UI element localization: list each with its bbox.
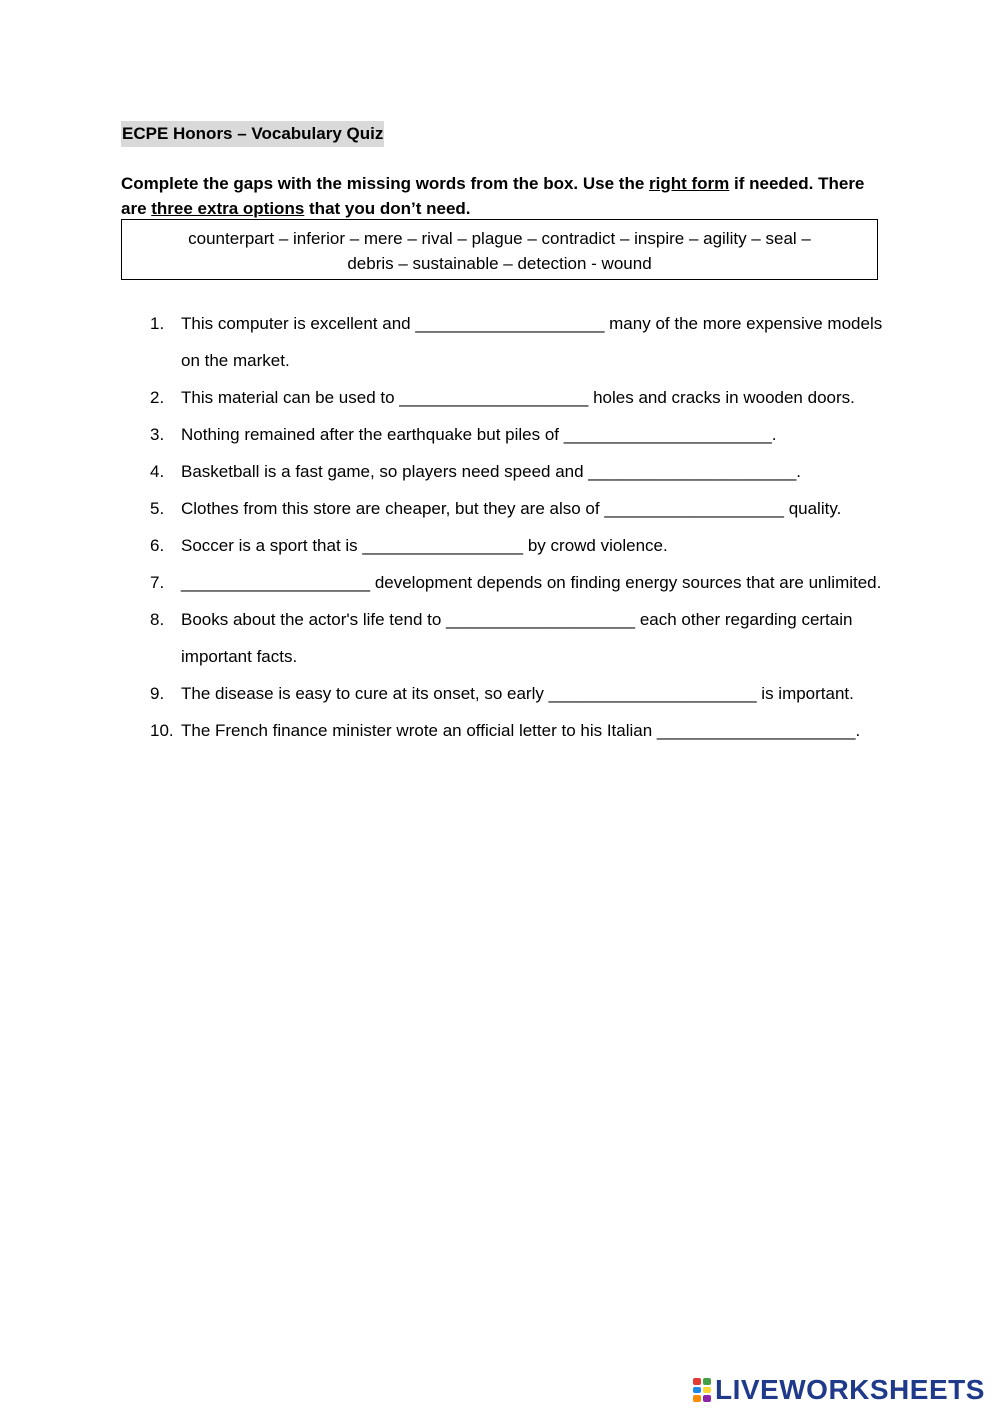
question-item <box>150 527 890 564</box>
instructions <box>121 171 881 221</box>
logo-square-yellow <box>703 1387 711 1393</box>
question-text[interactable]: This material can be used to ____________________ holes and cracks in wooden doors. <box>181 388 855 407</box>
liveworksheets-logo <box>692 1374 985 1406</box>
logo-square-purple <box>703 1395 711 1402</box>
question-text[interactable]: The French finance minister wrote an official letter to his Italian _____________________. <box>181 721 861 740</box>
question-item <box>150 712 890 749</box>
question-text[interactable]: The disease is easy to cure at its onset, so early ______________________ is important. <box>181 684 854 703</box>
question-item <box>150 416 890 453</box>
question-number: 4. <box>150 462 165 481</box>
logo-square-orange <box>693 1395 701 1402</box>
question-number: 2. <box>150 388 165 407</box>
logo-square-green <box>703 1378 711 1385</box>
question-text[interactable]: ____________________ development depends on finding energy sources that are unlimited. <box>181 573 882 592</box>
question-number: 10. <box>150 721 174 740</box>
logo-square-red <box>693 1378 701 1385</box>
instructions-underline-right-form: right form <box>649 174 730 193</box>
question-item <box>150 490 890 527</box>
instructions-text-2: if needed. There are <box>121 174 865 218</box>
question-number: 3. <box>150 425 165 444</box>
question-number: 1. <box>150 314 165 333</box>
question-text[interactable]: This computer is excellent and ____________________ many of the more expensive models on the market. <box>181 314 883 370</box>
question-number: 8. <box>150 610 165 629</box>
instructions-text-1: Complete the gaps with the missing words from the box. Use the <box>121 174 650 193</box>
question-item <box>150 305 890 379</box>
instructions-text-3: that you don’t need. <box>304 199 471 218</box>
question-number: 6. <box>150 536 165 555</box>
liveworksheets-logo-text: LIVEWORKSHEETS <box>715 1374 985 1405</box>
question-number: 5. <box>150 499 165 518</box>
question-list <box>150 305 890 749</box>
question-number: 9. <box>150 684 165 703</box>
liveworksheets-logo-icon <box>692 1377 712 1403</box>
question-text[interactable]: Clothes from this store are cheaper, but they are also of ___________________ quality. <box>181 499 842 518</box>
question-item <box>150 453 890 490</box>
word-box <box>121 219 878 280</box>
question-number: 7. <box>150 573 165 592</box>
question-text[interactable]: Soccer is a sport that is _________________ by crowd violence. <box>181 536 668 555</box>
logo-square-blue <box>693 1387 701 1393</box>
question-text[interactable]: Nothing remained after the earthquake but piles of ______________________. <box>181 425 777 444</box>
question-item <box>150 675 890 712</box>
question-item <box>150 601 890 675</box>
quiz-title: ECPE Honors – Vocabulary Quiz <box>121 121 384 147</box>
question-text[interactable]: Basketball is a fast game, so players need speed and ______________________. <box>181 462 802 481</box>
word-box-line-1: counterpart – inferior – mere – rival – plague – contradict – inspire – agility – seal – <box>188 229 811 248</box>
question-item <box>150 564 890 601</box>
word-box-line-2: debris – sustainable – detection - wound <box>347 254 652 273</box>
question-text[interactable]: Books about the actor's life tend to ____________________ each other regarding certain important facts. <box>181 610 853 666</box>
instructions-underline-three-extra-options: three extra options <box>151 199 305 218</box>
question-item <box>150 379 890 416</box>
